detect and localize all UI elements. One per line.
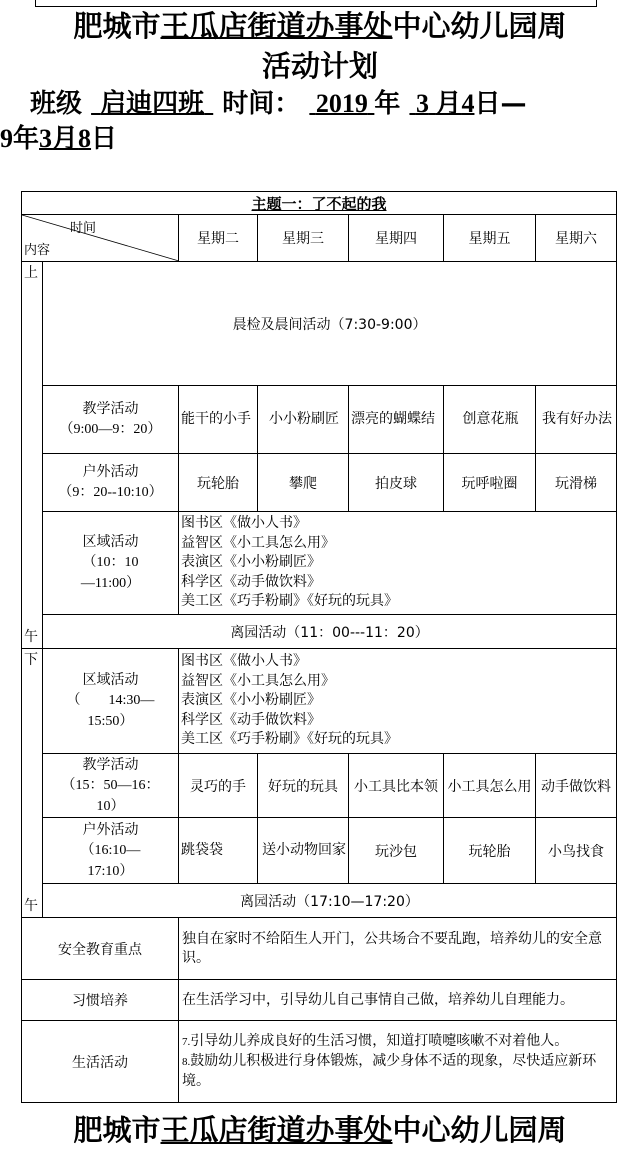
header-content-label: 内容 [24,243,51,258]
list-item: 美工区《巧手粉刷》《好玩的玩具》 [181,731,398,748]
day-unit: 日— [474,89,527,119]
am-outdoor-thu: 拍皮球 [349,454,444,512]
am-outdoor-fri: 玩呼啦圈 [444,454,536,512]
class-time-line [30,86,526,122]
am-teaching-label: 教学活动 （9:00—9：20） [43,386,179,454]
am-outdoor-wed: 攀爬 [258,454,349,512]
list-item: 图书区《做小人书》 [181,515,307,532]
header-day-2: 星期三 [258,215,349,262]
pm-outdoor-label: 户外活动 （16:10— 17:10） [43,818,179,884]
day-end-value: 8 [78,124,92,153]
title-part-street-office: 王瓜店街道办事处 [160,9,393,43]
day-unit-2: 日 [91,124,118,154]
pm-outdoor-wed: 送小动物回家 [258,818,349,884]
am-teaching-tue: 能干的小手 [179,386,258,454]
am-area-label: 区域活动 （10：10 —11:00） [43,512,179,615]
pm-label-top: 下 [24,652,38,668]
month-value: 3 [415,89,429,118]
list-item: 益智区《小工具怎么用》 [181,672,335,689]
am-teaching-fri: 创意花瓶 [444,386,536,454]
title-part-city: 肥城市 [73,9,161,43]
am-outdoor-label: 户外活动 （9：20--10:10） [43,454,179,512]
am-period-cell [22,262,43,649]
day-start-value: 4 [461,89,475,118]
header-day-5: 星期六 [536,215,617,262]
list-item: 科学区《动手做饮料》 [181,711,321,728]
pm-teaching-sat: 动手做饮料 [536,754,617,818]
title-part-kindergarten: 中心幼儿园周 [392,1113,567,1147]
safety-text: 独自在家时不给陌生人开门，公共场合不要乱跑，培养幼儿的安全意识。 [179,918,617,980]
theme-row [22,192,617,215]
class-label: 班级 [30,89,83,119]
year-unit-2: 年 [13,124,40,154]
am-area-list [179,512,617,615]
list-item: 科学区《动手做饮料》 [181,573,321,590]
header-day-3: 星期四 [349,215,444,262]
safety-label: 安全教育重点 [22,918,179,980]
header-corner-cell [22,215,179,262]
date-range-continuation [0,121,117,157]
next-page-title-fragment [0,1110,640,1150]
title-part-city: 肥城市 [73,1113,161,1147]
theme-title: 主题一：了不起的我 [251,194,387,213]
year-value: 2019 [315,89,368,118]
am-outdoor-tue: 玩轮胎 [179,454,258,512]
pm-area-label: 区域活动 （ 14:30— 15:50） [43,649,179,754]
pm-area-list [179,649,617,754]
life-label: 生活活动 [22,1021,179,1103]
list-item: 7.引导幼儿养成良好的生活习惯，知道打喷嚏咳嗽不对着他人。 [182,1033,569,1049]
am-leave-row: 离园活动（11：00---11：20） [43,615,617,649]
am-teaching-sat: 我有好办法 [536,386,617,454]
pm-leave-row: 离园活动（17:10—17:20） [43,884,617,918]
list-item: 益智区《小工具怎么用》 [181,534,335,551]
header-time-label: 时间 [70,221,97,236]
year-unit: 年 [374,89,401,119]
pm-period-cell [22,649,43,918]
pm-teaching-thu: 小工具比本领 [349,754,444,818]
pm-outdoor-tue: 跳袋袋 [179,818,258,884]
month-unit: 月 [435,89,462,119]
list-item: 表演区《小小粉刷匠》 [181,692,321,709]
pm-teaching-tue: 灵巧的手 [179,754,258,818]
am-label-top: 上 [24,265,38,281]
title-part-kindergarten: 中心幼儿园周 [392,9,567,43]
am-period-label-bottom: 午 [24,629,38,645]
list-item: 8.鼓励幼儿积极进行身体锻炼，减少身体不适的现象，尽快适应新环境。 [182,1053,597,1089]
habit-label: 习惯培养 [22,980,179,1021]
title-part-street-office: 王瓜店街道办事处 [160,1113,393,1147]
pm-outdoor-fri: 玩轮胎 [444,818,536,884]
habit-text: 在生活学习中，引导幼儿自己事情自己做，培养幼儿自理能力。 [179,980,617,1021]
list-item: 图书区《做小人书》 [181,653,307,670]
list-item: 美工区《巧手粉刷》《好玩的玩具》 [181,593,398,610]
time-label: 时间： [222,89,301,119]
pm-teaching-label: 教学活动 （15：50—16： 10） [43,754,179,818]
header-day-1: 星期二 [179,215,258,262]
page-title [0,6,640,46]
header-day-4: 星期五 [444,215,536,262]
am-teaching-wed: 小小粉刷匠 [258,386,349,454]
pm-teaching-wed: 好玩的玩具 [258,754,349,818]
pm-outdoor-thu: 玩沙包 [349,818,444,884]
page-title-line2: 活动计划 [261,49,378,83]
list-item: 表演区《小小粉刷匠》 [181,554,321,571]
am-outdoor-sat: 玩滑梯 [536,454,617,512]
life-text [179,1021,617,1103]
class-value: 启迪四班 [100,89,205,119]
am-teaching-thu: 漂亮的蝴蝶结 [349,386,444,454]
morning-check-row: 晨检及晨间活动（7:30-9:00） [43,262,617,386]
pm-teaching-fri: 小工具怎么用 [444,754,536,818]
month-unit-2: 月 [52,124,79,154]
month-value-2: 3 [39,124,53,153]
year-tail: 9 [0,124,13,153]
pm-period-label-bottom: 午 [24,898,38,914]
pm-outdoor-sat: 小鸟找食 [536,818,617,884]
weekly-plan-table [21,191,617,1103]
